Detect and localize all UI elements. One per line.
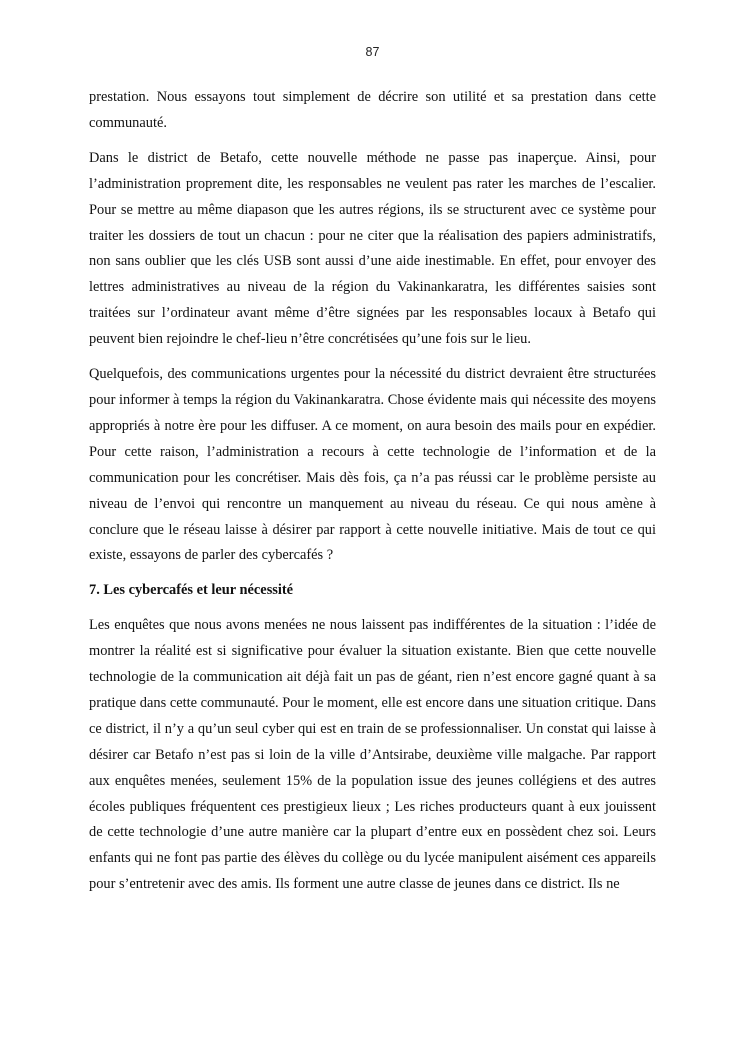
paragraph-cybercafe-survey: Les enquêtes que nous avons menées ne nous laissent pas indifférentes de la situation : l’idée de montrer la réalité est si significative pour évaluer la situation existante. Bien que cette nouvelle technologie de la communication ait déjà fait un pas de géant, rien n’est encore gagné quant à sa pratique dans cette communauté. Pour le moment, elle est encore dans une situation critique. Dans ce district, il n’y a qu’un seul cyber qui est en train de se professionnaliser. Un constat qui laisse à désirer car Betafo n’est pas si loin de la ville d’Antsirabe, deuxième ville malgache. Par rapport aux enquêtes menées, seulement 15% de la population issue des jeunes collégiens et des autres écoles publiques fréquentent ces prestigieux lieux ; Les riches producteurs quant à eux jouissent de cette technologie d’une autre manière car la plupart d’entre eux en possèdent chez soi. Leurs enfants qui ne font pas partie des élèves du collège ou du lycée manipulent aisément ces appareils pour s’entretenir avec des amis. Ils forment une autre classe de jeunes dans ce district. Ils ne — [89, 617, 656, 893]
paragraph-intro: prestation. Nous essayons tout simplement de décrire son utilité et sa prestation dans cette communauté. — [89, 89, 656, 131]
paragraph-betafo-administration: Dans le district de Betafo, cette nouvelle méthode ne passe pas inaperçue. Ainsi, pour l’administration proprement dite, les responsables ne veulent pas rater les marches de l’escalier. Pour se mettre au même diapason que les autres régions, ils se structurent avec ce système pour traiter les dossiers de tout un chacun : pour ne citer que la réalisation des papiers administratifs, non sans oublier que les clés USB sont aussi d’une aide inestimable. En effet, pour envoyer des lettres administratives au niveau de la région du Vakinankaratra, les différentes saisies sont traitées sur l’ordinateur avant même d’être signées par les responsables locaux à Betafo qui peuvent bien rejoindre le chef-lieu n’être concrétisées qu’une fois sur le lieu. — [89, 149, 656, 348]
page-number: 87 — [365, 45, 380, 59]
page-body — [89, 85, 656, 898]
paragraph-urgent-communications: Quelquefois, des communications urgentes pour la nécessité du district devraient être structurées pour informer à temps la région du Vakinankaratra. Chose évidente mais qui nécessite des moyens appropriés à notre ère pour les diffuser. A ce moment, on aura besoin des mails pour en expédier. Pour cette raison, l’administration a recours à cette technologie de l’information et de la communication pour les concrétiser. Mais dès fois, ça n’a pas réussi car le problème persiste au niveau de l’envoi qui rencontre un manquement au niveau du réseau. Ce qui nous amène à conclure que le réseau laisse à désirer par rapport à cette nouvelle initiative. Mais de tout ce qui existe, essayons de parler des cybercafés ? — [89, 366, 656, 564]
section-heading: 7. Les cybercafés et leur nécessité — [89, 582, 294, 599]
